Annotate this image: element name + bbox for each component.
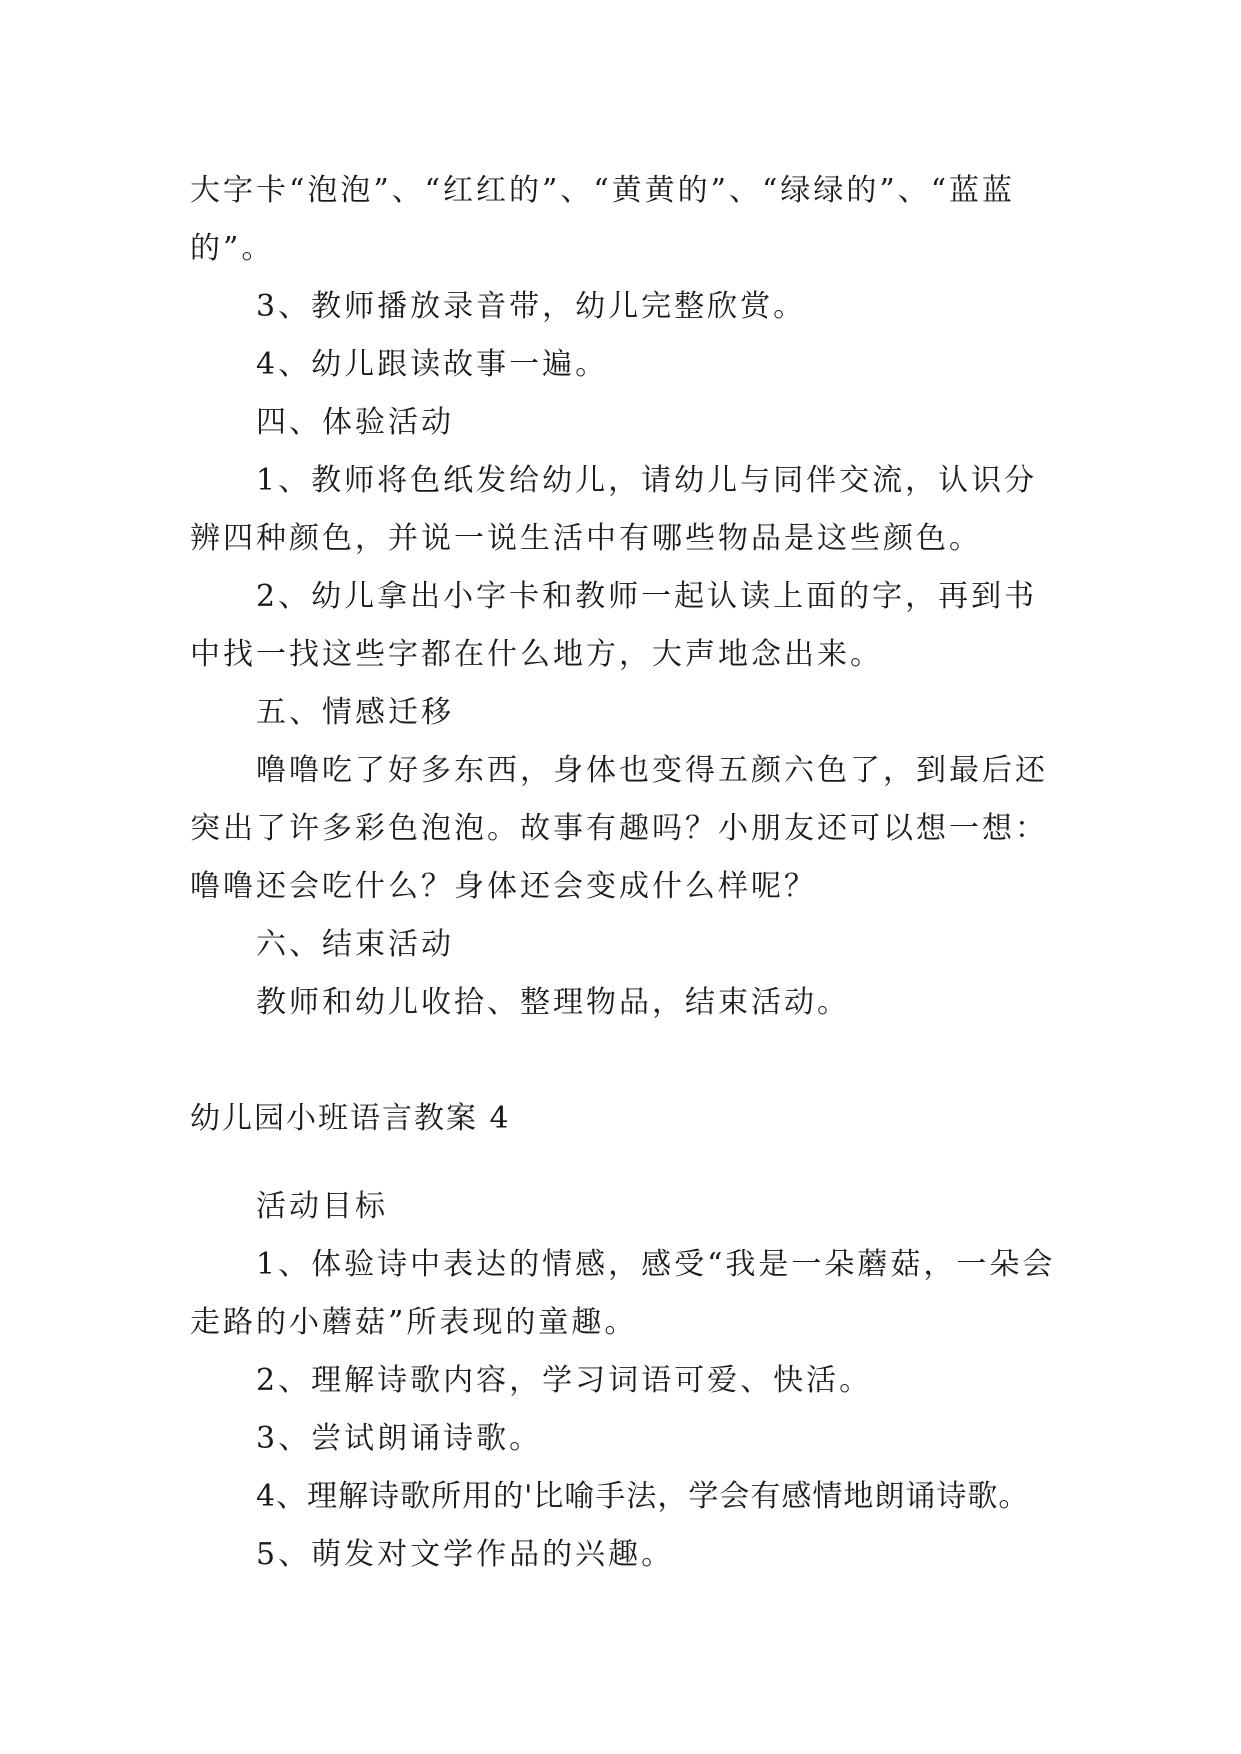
paragraph: 5、萌发对文学作品的兴趣。 xyxy=(256,1537,675,1572)
lesson-title: 幼儿园小班语言教案 4 xyxy=(190,1101,511,1136)
paragraph: 4、理解诗歌所用的'比喻手法，学会有感情地朗诵诗歌。 xyxy=(256,1479,1030,1514)
paragraph: 1、教师将色纸发给幼儿，请幼儿与同伴交流，认识分辨四种颜色，并说一说生活中有哪些物品是这些颜色。 xyxy=(190,463,1038,556)
paragraph: 教师和幼儿收拾、整理物品，结束活动。 xyxy=(256,985,850,1020)
paragraph: 3、尝试朗诵诗歌。 xyxy=(256,1421,543,1456)
paragraph: 3、教师播放录音带，幼儿完整欣赏。 xyxy=(256,289,807,324)
section-heading: 六、结束活动 xyxy=(256,927,454,962)
document-body xyxy=(190,162,1060,1584)
paragraph: 2、幼儿拿出小字卡和教师一起认读上面的字，再到书中找一找这些字都在什么地方，大声地念出来。 xyxy=(190,579,1038,672)
section-heading: 活动目标 xyxy=(256,1189,388,1224)
section-heading: 四、体验活动 xyxy=(256,405,454,440)
paragraph: 大字卡“泡泡”、“红红的”、“黄黄的”、“绿绿的”、“蓝蓝的”。 xyxy=(190,173,1016,266)
paragraph: 4、幼儿跟读故事一遍。 xyxy=(256,347,609,382)
section-heading: 五、情感迁移 xyxy=(256,695,454,730)
paragraph: 2、理解诗歌内容，学习词语可爱、快活。 xyxy=(256,1363,873,1398)
paragraph: 1、体验诗中表达的情感，感受“我是一朵蘑菇，一朵会走路的小蘑菇”所表现的童趣。 xyxy=(190,1247,1056,1340)
paragraph: 噜噜吃了好多东西，身体也变得五颜六色了，到最后还突出了许多彩色泡泡。故事有趣吗？小朋友还可以想一想：噜噜还会吃什么？身体还会变成什么样呢？ xyxy=(190,753,1048,904)
